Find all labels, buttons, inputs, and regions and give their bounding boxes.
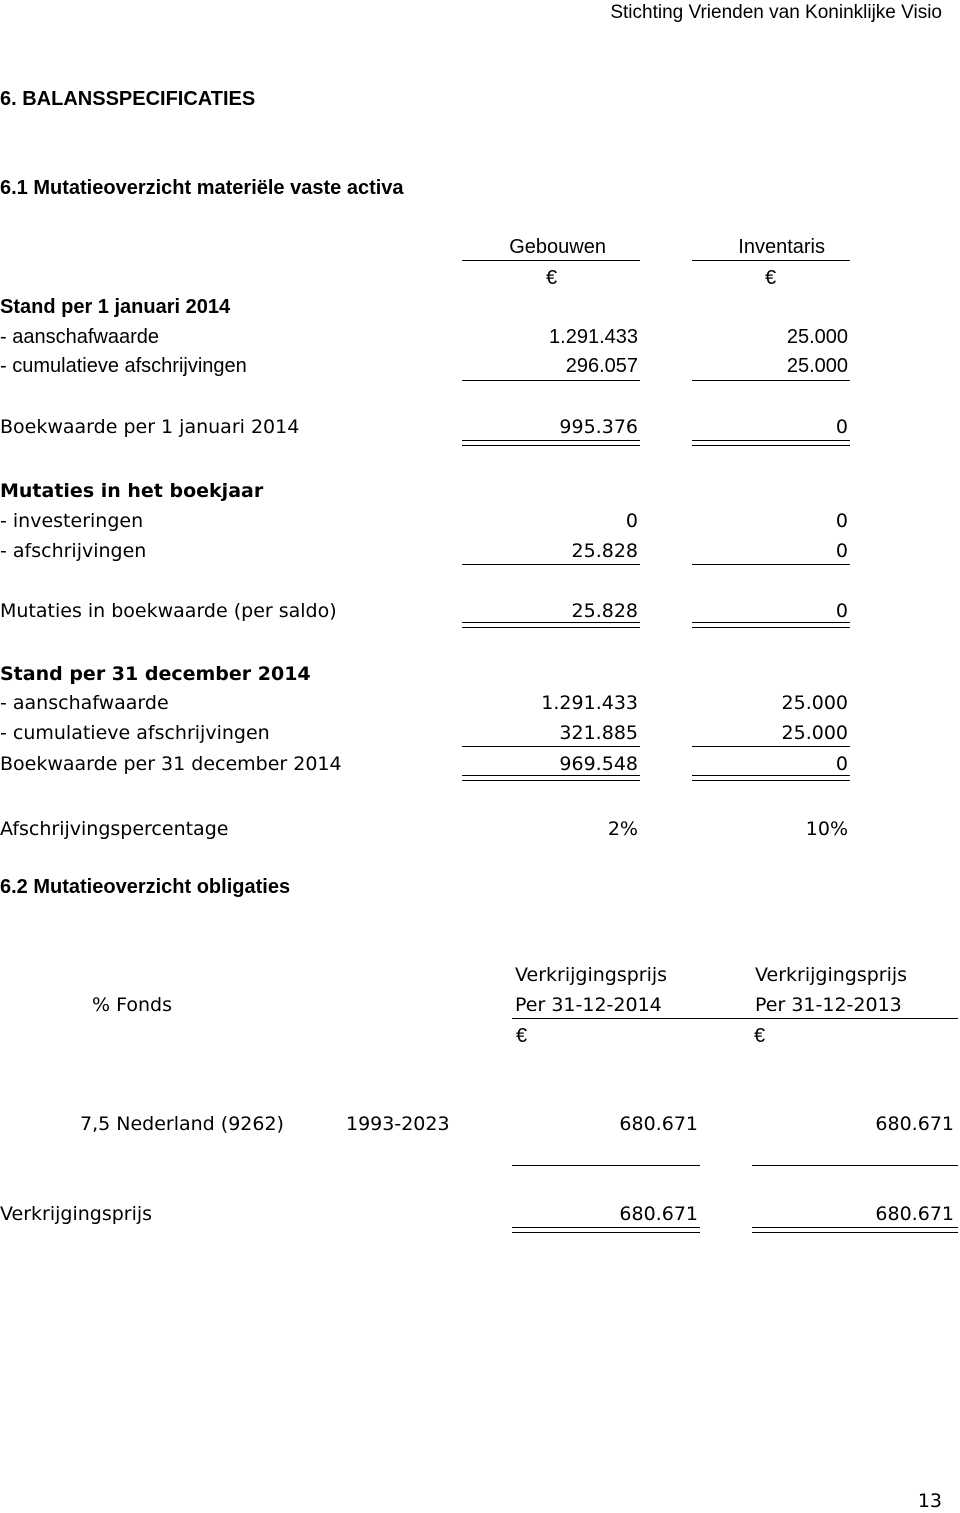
subtotal-line	[462, 380, 640, 381]
double-total-line	[692, 775, 850, 781]
depreciation-percentage-label: Afschrijvingspercentage	[0, 818, 229, 840]
end-heading: Stand per 31 december 2014	[0, 663, 311, 685]
column-header-line1: Verkrijgingsprijs	[515, 964, 668, 986]
value-inventaris: 0	[835, 510, 848, 532]
column-header-line1: Verkrijgingsprijs	[755, 964, 908, 986]
book-value-end-label: Boekwaarde per 31 december 2014	[0, 753, 342, 775]
subtotal-line	[462, 746, 640, 747]
double-total-line	[462, 775, 640, 781]
column-header-line2: Per 31-12-2013	[755, 994, 902, 1016]
value-gebouwen: 969.548	[559, 753, 638, 775]
column-header-gebouwen: Gebouwen	[509, 236, 606, 258]
total-2013: 680.671	[875, 1203, 954, 1225]
double-total-line	[462, 440, 640, 446]
total-2014: 680.671	[619, 1203, 698, 1225]
column-header-fonds: % Fonds	[92, 994, 172, 1016]
organization-name: Stichting Vrienden van Koninklijke Visio	[610, 2, 942, 23]
double-total-line	[692, 622, 850, 628]
column-header-inventaris: Inventaris	[738, 236, 825, 258]
total-label: Verkrijgingsprijs	[0, 1203, 153, 1225]
currency-symbol-gebouwen: €	[546, 267, 558, 289]
value-inventaris: 25.000	[786, 326, 848, 348]
subtotal-line	[692, 746, 850, 747]
value-gebouwen: 296.057	[565, 355, 638, 377]
value-gebouwen: 1.291.433	[549, 326, 638, 348]
currency-symbol-inventaris: €	[765, 267, 777, 289]
currency-symbol: €	[516, 1025, 528, 1047]
mutations-saldo-label: Mutaties in boekwaarde (per saldo)	[0, 600, 337, 622]
subtotal-line	[692, 380, 850, 381]
value-inventaris: 25.000	[786, 355, 848, 377]
subtotal-line	[692, 564, 850, 565]
value-gebouwen: 0	[625, 510, 638, 532]
value-inventaris: 0	[835, 540, 848, 562]
row-label: - investeringen	[0, 510, 144, 532]
fonds-period: 1993-2023	[346, 1113, 450, 1135]
double-total-line	[692, 440, 850, 446]
value-gebouwen: 25.828	[571, 540, 638, 562]
activa-title: 6.1 Mutatieoverzicht materiële vaste activa	[0, 177, 404, 199]
value-2013: 680.671	[875, 1113, 954, 1135]
row-label: - cumulatieve afschrijvingen	[0, 722, 270, 744]
header-underline-inventaris	[692, 260, 850, 261]
value-inventaris: 25.000	[781, 722, 848, 744]
mutations-heading: Mutaties in het boekjaar	[0, 480, 264, 502]
double-total-line	[512, 1227, 700, 1233]
start-heading: Stand per 1 januari 2014	[0, 296, 231, 318]
value-gebouwen: 1.291.433	[541, 692, 638, 714]
section-title: 6. BALANSSPECIFICATIES	[0, 88, 256, 110]
value-inventaris: 10%	[805, 818, 848, 840]
double-total-line	[752, 1227, 958, 1233]
double-total-line	[462, 622, 640, 628]
value-gebouwen: 25.828	[571, 600, 638, 622]
value-inventaris: 0	[835, 416, 848, 438]
value-inventaris: 25.000	[781, 692, 848, 714]
subtotal-line	[512, 1165, 700, 1166]
currency-symbol: €	[754, 1025, 766, 1047]
row-label: - aanschafwaarde	[0, 692, 169, 714]
obligaties-title: 6.2 Mutatieoverzicht obligaties	[0, 876, 291, 898]
value-gebouwen: 995.376	[559, 416, 638, 438]
subtotal-line	[462, 564, 640, 565]
header-underline-gebouwen	[462, 260, 640, 261]
value-inventaris: 0	[835, 753, 848, 775]
value-inventaris: 0	[835, 600, 848, 622]
header-underline	[512, 1018, 958, 1019]
value-gebouwen: 2%	[607, 818, 638, 840]
row-label: - aanschafwaarde	[0, 326, 159, 348]
subtotal-line	[752, 1165, 958, 1166]
value-2014: 680.671	[619, 1113, 698, 1135]
page-number: 13	[917, 1490, 942, 1512]
book-value-start-label: Boekwaarde per 1 januari 2014	[0, 416, 300, 438]
column-header-line2: Per 31-12-2014	[515, 994, 662, 1016]
row-label: - cumulatieve afschrijvingen	[0, 355, 247, 377]
fonds-name: 7,5 Nederland (9262)	[80, 1113, 284, 1135]
value-gebouwen: 321.885	[559, 722, 638, 744]
row-label: - afschrijvingen	[0, 540, 147, 562]
